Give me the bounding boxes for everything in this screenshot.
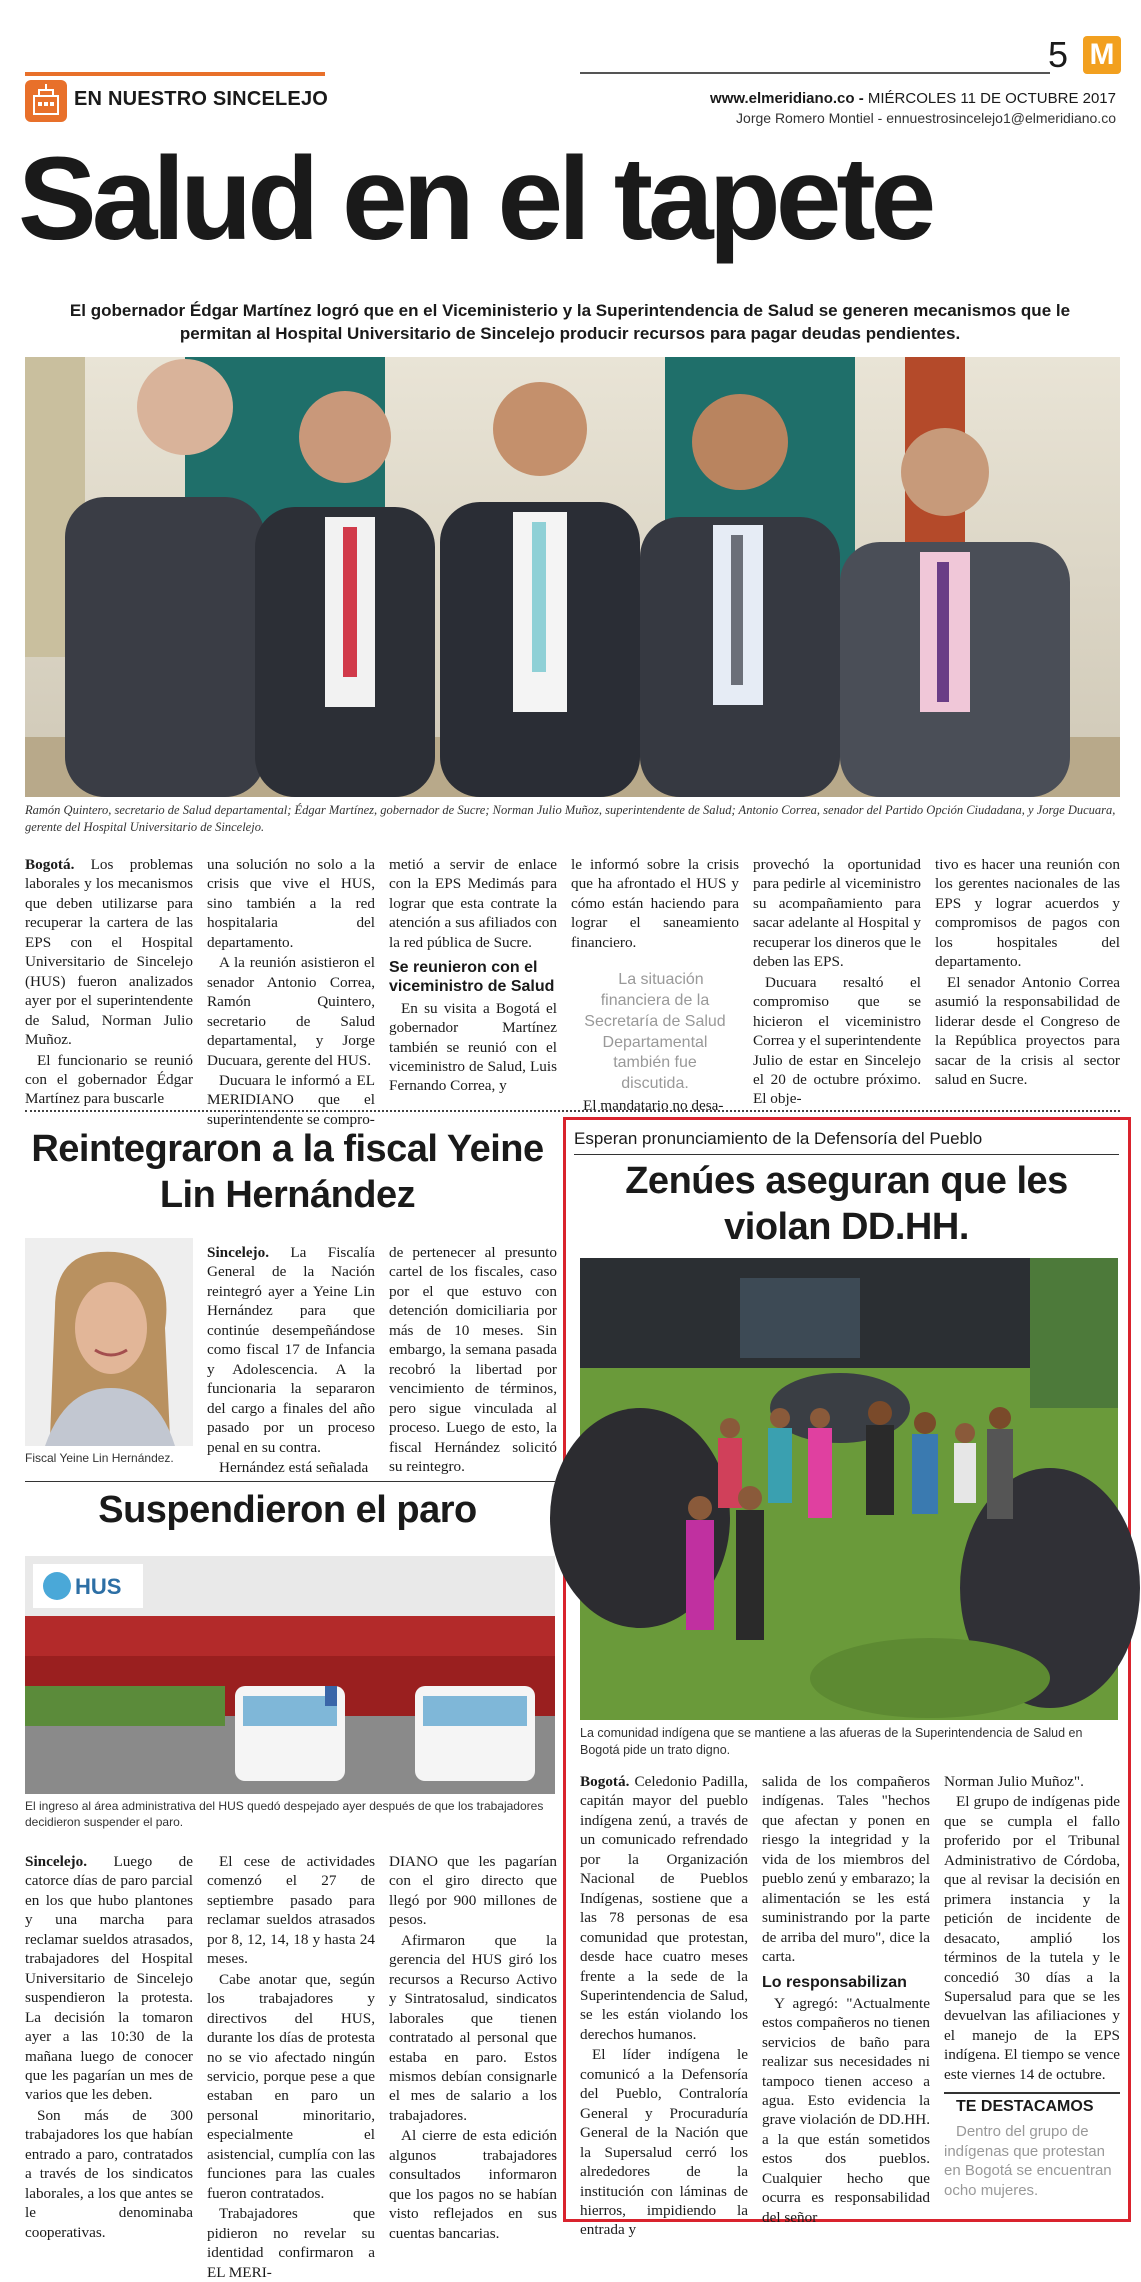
fiscal-dateline: Sincelejo. <box>207 1244 270 1261</box>
story-column-3 <box>389 855 557 1095</box>
story-dateline: Bogotá. <box>25 856 75 873</box>
story-paragraph: El senador Antonio Correa asumió la responsabilidad de liderar desde el Congreso de la República proyectos para sacar de la crisis al sector salud en Sucre. <box>935 973 1120 1088</box>
paro-paragraph: DIANO que les pagarían con el giro directo que llegó por 900 millones de pesos. <box>389 1853 557 1929</box>
story-column-6 <box>935 855 1120 1095</box>
story-column-5 <box>753 855 921 1108</box>
city-icon <box>25 80 67 122</box>
story-column-1 <box>25 855 193 1108</box>
kicker-rule <box>574 1154 1119 1155</box>
paro-column-1 <box>25 1852 193 2241</box>
zenues-paragraph: Celedonio Padilla, capitán mayor del pueblo indígena zenú, a través de un comunicado refrendado por la Organización Nacional de Pueblos Indígenas, sostiene que a las 78 personas de esa comunidad que protestan, desde hace cuatro meses frente a la sede de la Superintendencia de Salud, se les están violando los derechos humanos. <box>580 1773 748 2043</box>
section-rule <box>25 72 325 76</box>
section-label: EN NUESTRO SINCELEJO <box>74 88 329 110</box>
story-paragraph: metió a servir de enlace con la EPS Medimás para lograr que esta contrate la atención a sus afiliados con la red pública de Sucre. <box>389 856 557 951</box>
story-column-4 <box>571 855 739 1115</box>
pull-quote: La situación financiera de la Secretaría de Salud Departamental también fue discutida. <box>584 971 726 1093</box>
indigenous-protest-photo <box>580 1258 1118 1720</box>
zenues-kicker: Esperan pronunciamiento de la Defensoría del Pueblo <box>574 1129 983 1148</box>
zenues-column-3 <box>944 1772 1120 2212</box>
issue-date: MIÉRCOLES 11 DE OCTUBRE 2017 <box>863 90 1116 107</box>
destacamos-title: TE DESTACAMOS <box>944 2092 1120 2116</box>
story-paragraph: En su visita a Bogotá el gobernador Martínez también se reunió con el viceministro de Salud, Luis Fernando Correa, y <box>389 999 557 1095</box>
zenues-headline: Zenúes aseguran que les violan DD.HH. <box>625 1160 1068 1248</box>
header-rule <box>580 72 1050 74</box>
story-paragraph: tivo es hacer una reunión con los gerentes nacionales de las EPS y lograr acuerdos y compromisos de pagos con los hospitales del departamento. <box>935 856 1120 971</box>
paro-column-2 <box>207 1852 375 2281</box>
meridiano-logo: M <box>1083 36 1121 74</box>
section-divider <box>25 1110 1120 1112</box>
paro-headline: Suspendieron el paro <box>98 1489 477 1531</box>
zenues-dateline: Bogotá. <box>580 1773 630 1790</box>
fiscal-headline: Reintegraron a la fiscal Yeine Lin Hernández <box>31 1128 544 1216</box>
paro-dateline: Sincelejo. <box>25 1853 88 1870</box>
officials-photo <box>25 357 1120 797</box>
hospital-sign: HUS <box>75 1574 122 1599</box>
story-paragraph: El mandatario no desa- <box>583 1097 724 1115</box>
story-subhead: Se reunieron con el viceministro de Salud <box>389 959 555 996</box>
zenues-paragraph: Y agregó: "Actualmente estos compañeros no tienen servicios de baño para realizar sus necesidades ni tampoco tienen acceso a agua. Esto evidencia la grave violación de DD.HH. a la que están sometidos estos dos pueblos. Cualquier hecho que ocurra es responsabilidad del señor <box>762 1994 930 2226</box>
site-url[interactable]: www.elmeridiano.co - <box>710 90 864 107</box>
zenues-paragraph: El grupo de indígenas pide que se cumpla el fallo proferido por el Tribunal Administrativo de Córdoba, que al revisar la decisión en primera instancia y la petición de incidente de desacato, amplió los términos de la tutela y le concedió 30 días a la Supersalud para que se les devuelvan las afiliaciones y el manejo de la EPS indígena. El tiempo se vence este viernes 14 de octubre. <box>944 1793 1120 2083</box>
paro-paragraph: Trabajadores que pidieron no revelar su identidad confirmaron a EL MERI- <box>207 2205 375 2281</box>
zenues-column-1 <box>580 1772 748 2239</box>
paro-paragraph: Al cierre de esta edición algunos trabajadores consultados informaron que los pagos no se habían visto reflejados en sus cuentas bancarias. <box>389 2127 557 2242</box>
fiscal-caption: Fiscal Yeine Lin Hernández. <box>25 1451 174 1465</box>
story-paragraph: A la reunión asistieron el senador Antonio Correa, Ramón Quintero, secretario de Salud departamental, y Jorge Ducuara, gerente del HUS. <box>207 954 375 1069</box>
page-number: 5 <box>1048 34 1069 75</box>
paro-column-3 <box>389 1852 557 2242</box>
hospital-photo <box>25 1556 555 1794</box>
paro-paragraph: El cese de actividades comenzó el 27 de septiembre pasado para reclamar sueldos atrasados por 8, 12, 14, 18 y hasta 24 meses. <box>207 1853 375 1968</box>
fiscal-column-1 <box>207 1243 375 1476</box>
fiscal-paragraph: de pertenecer al presunto cartel de los fiscales, caso por el que estuvo con detención domiciliaria por más de 10 meses. Sin embargo, la semana pasada recobró la libertad por vencimiento de términos, pero sigue vinculada al proceso. Luego de esto, la fiscal Hernández solicitó su reintegro. <box>389 1244 557 1475</box>
zenues-paragraph: El líder indígena le comunicó a la Defensoría del Pueblo, Contraloría General y Procuraduría General de la Nación que la Supersalud cerró los alrededores de la institución con láminas de hierros, impidiendo la entrada y <box>580 2046 748 2239</box>
story-paragraph: Ducuara resaltó el compromiso que se hicieron el viceministro Correa y el superintendente Julio de estar en Sincelejo el 20 de octubre próximo. El obje- <box>753 973 921 1108</box>
story-paragraph: le informó sobre la crisis que ha afrontado el HUS y cómo están haciendo para lograr el saneamiento financiero. <box>571 856 739 951</box>
fiscal-paragraph: La Fiscalía General de la Nación reintegró ayer a Yeine Lin Hernández para que continúe desempeñándose como fiscal 17 de Infancia y Adolescencia. A la funcionaria la separaron del cargo a finales del año pasado por un proceso penal en su contra. <box>207 1244 375 1456</box>
zenues-subhead: Lo responsabilizan <box>762 1973 907 1991</box>
paro-paragraph: Afirmaron que la gerencia del HUS giró los recursos a Recurso Activo y Sintratosalud, sindicatos laborales que tienen contratado al personal que estaba en paro. Estos mismos debían consignarle el mes de salario a los trabajadores. <box>389 1931 557 2124</box>
fiscal-column-2 <box>389 1243 557 1475</box>
paro-caption: El ingreso al área administrativa del HUS quedó despejado ayer después de que los trabajadores decidieron suspender el paro. <box>25 1799 544 1830</box>
story-paragraph: Ducuara le informó a EL MERIDIANO que el superintendente se compro- <box>207 1071 375 1128</box>
dateline <box>710 90 1116 107</box>
zenues-paragraph: Norman Julio Muñoz". <box>944 1773 1084 1790</box>
zenues-caption: La comunidad indígena que se mantiene a las afueras de la Superintendencia de Salud en Bogotá pide un trato digno. <box>580 1726 1083 1757</box>
paro-paragraph: Son más de 300 trabajadores los que habían entrado a paro, contratados a través de los sindicatos laborales, a los que antes se le denominaba cooperativas. <box>25 2106 193 2241</box>
paro-paragraph: Cabe anotar que, según los trabajadores y directivos del HUS, durante los días de protesta no se vio afectado ningún servicio, porque pese a que estaban en paro un personal minoritario, especialmente el asistencial, cumplía con las funciones para las cuales fueron contratados. <box>207 1970 375 2202</box>
fiscal-paragraph: Hernández está señalada <box>219 1458 369 1476</box>
paro-paragraph: Luego de catorce días de paro parcial en los que hubo plantones y una marcha para reclamar sueldos atrasados, trabajadores del Hospital Universitario de Sincelejo suspendieron la protesta. La decisión la tomaron ayer a las 10:30 de la mañana luego de conocer que les pagarían un mes de varios que les deben. <box>25 1853 193 2104</box>
photo-caption: Ramón Quintero, secretario de Salud departamental; Édgar Martínez, gobernador de Sucre; Norman Julio Muñoz, superintendente de Salud; Antonio Correa, senador del Partido Opción Ciudadana, y Jorge Ducuara, gerente del Hospital Universitario de Sincelejo. <box>25 803 1116 834</box>
fiscal-divider <box>25 1481 555 1482</box>
author-line: Jorge Romero Montiel - ennuestrosincelejo1@elmeridiano.co <box>736 110 1116 126</box>
fiscal-portrait <box>25 1238 193 1446</box>
zenues-column-2 <box>762 1772 930 2226</box>
page-title: Salud en el tapete <box>18 133 932 265</box>
destacamos-text: Dentro del grupo de indígenas que protestan en Bogotá se encuentran ocho mujeres. <box>944 2123 1112 2199</box>
story-column-2 <box>207 855 375 1128</box>
story-deck: El gobernador Édgar Martínez logró que en el Viceministerio y la Superintendencia de Salud se generen mecanismos que le permitan al Hospital Universitario de Sincelejo producir recursos para pagar deudas pendientes. <box>69 301 1071 343</box>
story-paragraph: El funcionario se reunió con el gobernador Édgar Martínez para buscarle <box>25 1051 193 1108</box>
story-paragraph: Los problemas laborales y los mecanismos que deben utilizarse para recuperar la cartera de las EPS con el Hospital Universitario de Sincelejo (HUS) fueron analizados ayer por el superintendente de Salud, Norman Julio Muñoz. <box>25 856 193 1049</box>
story-paragraph: una solución no solo a la crisis que vive el HUS, sino también a la red hospitalaria del departamento. <box>207 856 375 951</box>
story-paragraph: provechó la oportunidad para pedirle al viceministro su acompañamiento para sacar adelante al Hospital y recuperar los dineros que le deben las EPS. <box>753 856 921 971</box>
zenues-paragraph: salida de los compañeros indígenas. Tales "hechos que afectan y ponen en riesgo la integridad y la vida de los miembros del pueblo zenú y embarazo; la alimentación se les está suministrando por la parte de arriba del muro", dice la carta. <box>762 1773 930 1966</box>
